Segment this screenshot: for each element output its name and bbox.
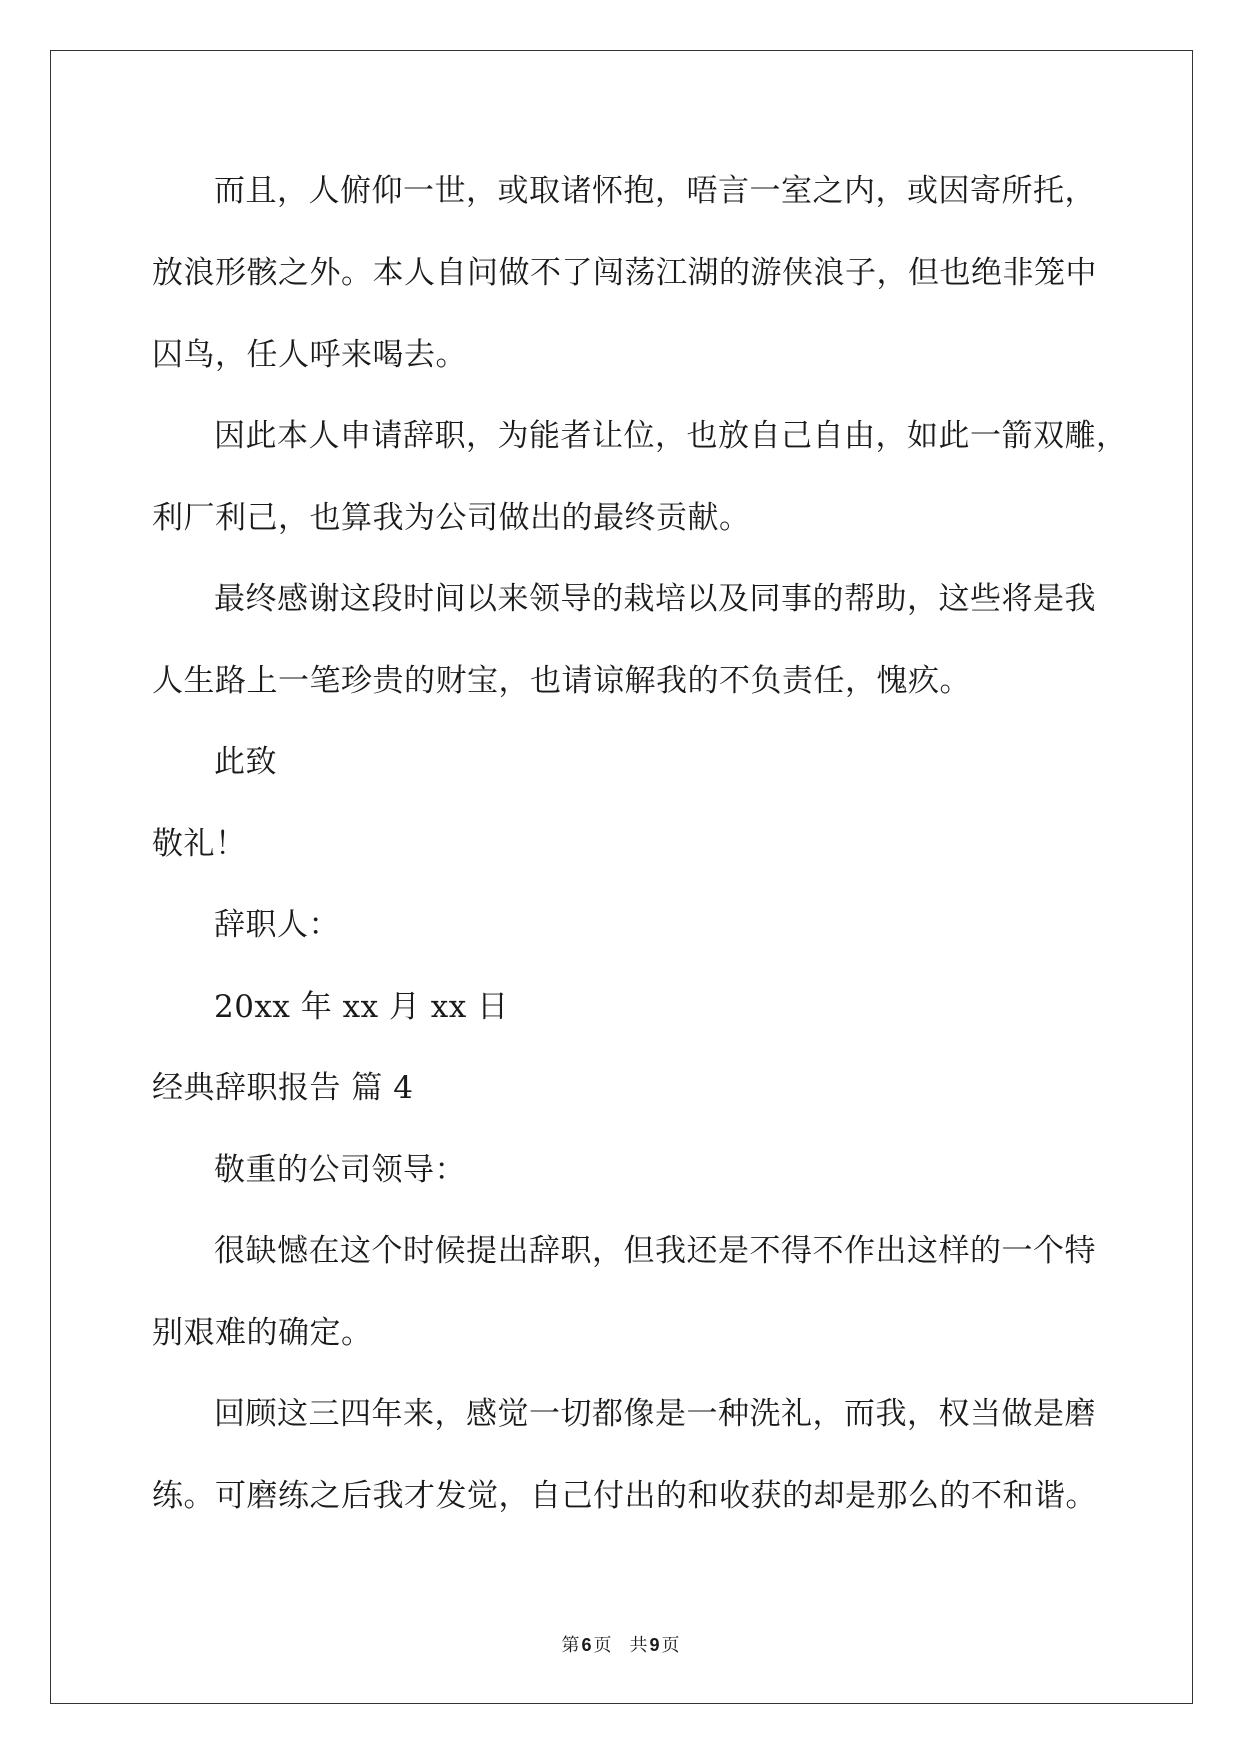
current-page-number: 6 (581, 1635, 592, 1655)
closing-regards: 敬礼！ (152, 826, 247, 862)
paragraph-line: 放浪形骸之外。本人自问做不了闯荡江湖的游侠浪子，但也绝非笼中 (152, 255, 1097, 291)
footer-total-prefix: 共 (629, 1635, 648, 1656)
paragraph-line: 而且，人俯仰一世，或取诸怀抱，唔言一室之内，或因寄所托， (214, 173, 1096, 209)
paragraph-line: 别艰难的确定。 (152, 1315, 373, 1351)
closing-salutation: 此致 (214, 744, 277, 780)
paragraph-line: 人生路上一笔珍贵的财宝，也请谅解我的不负责任，愧疚。 (152, 663, 971, 699)
paragraph-line: 很缺憾在这个时候提出辞职，但我还是不得不作出这样的一个特 (214, 1233, 1096, 1269)
page-footer (0, 1633, 1241, 1658)
paragraph-line: 最终感谢这段时间以来领导的栽培以及同事的帮助，这些将是我 (214, 581, 1096, 617)
greeting-line: 敬重的公司领导： (214, 1152, 466, 1188)
section-heading: 经典辞职报告 篇 4 (152, 1070, 414, 1106)
signature-label: 辞职人： (214, 907, 340, 943)
paragraph-line: 利厂利己，也算我为公司做出的最终贡献。 (152, 500, 751, 536)
paragraph-line: 因此本人申请辞职，为能者让位，也放自己自由，如此一箭双雕， (214, 418, 1128, 454)
footer-total-suffix: 页 (661, 1635, 680, 1656)
page-border (50, 50, 1193, 1704)
paragraph-line: 练。可磨练之后我才发觉，自己付出的和收获的却是那么的不和谐。 (152, 1478, 1097, 1514)
footer-prefix: 第 (561, 1635, 580, 1656)
date-line: 20xx 年 xx 月 xx 日 (214, 989, 509, 1025)
paragraph-line: 囚鸟，任人呼来喝去。 (152, 337, 467, 373)
footer-page-word: 页 (593, 1635, 612, 1656)
paragraph-line: 回顾这三四年来，感觉一切都像是一种洗礼，而我，权当做是磨 (214, 1396, 1096, 1432)
total-page-number: 9 (649, 1635, 660, 1655)
